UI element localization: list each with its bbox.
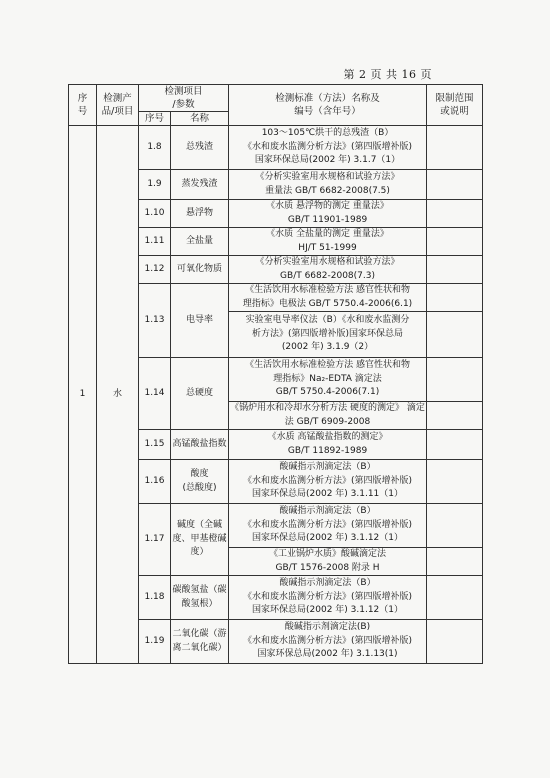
- limit-cell: [427, 430, 483, 460]
- standard-line: GB/T 11892-1989: [287, 445, 368, 456]
- standard-line: 国家环保总局(2002 年) 3.1.12（1）: [252, 533, 404, 544]
- standard-line: 《工业锅炉水质》酸碱滴定法: [269, 549, 387, 559]
- item-name: 蒸发残渣: [171, 170, 229, 200]
- limit-cell: [427, 460, 483, 504]
- item-number: 1.15: [139, 430, 171, 460]
- item-name: 可氧化物质: [171, 256, 229, 284]
- item-number: 1.17: [139, 504, 171, 576]
- header-seq: 序 号: [69, 85, 97, 126]
- limit-cell: [427, 576, 483, 620]
- standard-line: 析方法》(第四版增补版)国家环保总局: [252, 328, 404, 339]
- standard-line: 理指标》Na₂-EDTA 滴定法: [273, 373, 382, 384]
- standard-cell: [229, 200, 427, 228]
- standard-line: 《水质 悬浮物的测定 重量法》: [266, 201, 389, 211]
- standard-line: GB/T 5750.4-2006(7.1): [275, 387, 380, 398]
- limit-cell: [427, 200, 483, 228]
- item-name: 电导率: [171, 284, 229, 358]
- standard-line: 酸碱指示剂滴定法（B）: [279, 578, 376, 589]
- standard-line: 国家环保总局(2002 年) 3.1.12（1）: [252, 605, 404, 616]
- item-name: 二氧化碳（游离二氧化碳）: [171, 620, 229, 664]
- standard-line: 酸碱指示剂滴定法(B): [284, 622, 371, 633]
- standard-line: 《生活饮用水标准检验方法 感官性状和物: [245, 360, 410, 371]
- item-number: 1.12: [139, 256, 171, 284]
- standard-line: 实验室电导率仪法（B）《水和废水监测分: [245, 315, 410, 326]
- standard-line: 《水和废水监测分析方法》(第四版增补版): [243, 141, 413, 152]
- standard-line: 《水质 全盐量的测定 重量法》: [266, 229, 389, 239]
- standard-line: (2002 年) 3.1.9（2）: [281, 342, 374, 353]
- standards-table: [68, 84, 483, 664]
- standard-line: 103～105℃烘干的总残渣（B）: [261, 128, 394, 139]
- standard-line: 酸碱指示剂滴定法（B）: [279, 462, 376, 473]
- standard-cell: [229, 284, 427, 312]
- standard-cell: [229, 126, 427, 170]
- limit-cell: [427, 402, 483, 430]
- standard-line: GB/T 6682-2008(7.3): [280, 270, 375, 281]
- item-number: 1.13: [139, 284, 171, 358]
- item-name: 酸度 (总酸度): [171, 460, 229, 504]
- standard-cell: [229, 504, 427, 548]
- standard-line: 国家环保总局(2002 年) 3.1.13(1): [257, 649, 398, 660]
- standard-line: 《生活饮用水标准检验方法 感官性状和物: [245, 285, 410, 295]
- limit-cell: [427, 228, 483, 256]
- limit-cell: [427, 126, 483, 170]
- limit-cell: [427, 284, 483, 312]
- standard-cell: [229, 358, 427, 402]
- item-number: 1.9: [139, 170, 171, 200]
- header-item-name: 名称: [171, 112, 229, 126]
- standard-line: 《水和废水监测分析方法》(第四版增补版): [243, 475, 413, 486]
- standard-line: 重量法 GB/T 6682-2008(7.5): [265, 185, 390, 196]
- header-standard: 检测标准（方法）名称及 编号（含年号）: [229, 85, 427, 126]
- standard-cell: [229, 430, 427, 460]
- item-name: 碱度（全碱度、甲基橙碱度）: [171, 504, 229, 576]
- standard-cell: [229, 170, 427, 200]
- item-number: 1.10: [139, 200, 171, 228]
- item-number: 1.18: [139, 576, 171, 620]
- limit-cell: [427, 548, 483, 576]
- standard-line: 国家环保总局(2002 年) 3.1.7（1）: [254, 155, 401, 166]
- standard-line: 《锅炉用水和冷却水分析方法 硬度的测定》 滴定法 GB/T 6909-2008: [230, 403, 425, 427]
- standard-cell: [229, 312, 427, 358]
- group-product: 水: [97, 126, 139, 664]
- limit-cell: [427, 504, 483, 548]
- standard-cell: [229, 402, 427, 430]
- standard-line: HJ/T 51-1999: [298, 242, 357, 253]
- standard-cell: [229, 548, 427, 576]
- item-name: 悬浮物: [171, 200, 229, 228]
- standard-line: GB/T 1576-2008 附录 H: [275, 562, 380, 573]
- standard-line: 《水和废水监测分析方法》(第四版增补版): [243, 519, 413, 530]
- standard-line: 酸碱指示剂滴定法（B）: [279, 506, 376, 517]
- item-name: 总残渣: [171, 126, 229, 170]
- standard-cell: [229, 256, 427, 284]
- page-indicator: 第 2 页 共 16 页: [343, 68, 432, 81]
- limit-cell: [427, 170, 483, 200]
- limit-cell: [427, 256, 483, 284]
- header-product: 检测产 品/项目: [97, 85, 139, 126]
- standard-cell: [229, 228, 427, 256]
- standard-line: 《水和废水监测分析方法》(第四版增补版): [243, 635, 413, 646]
- group-seq: 1: [69, 126, 97, 664]
- limit-cell: [427, 312, 483, 358]
- limit-cell: [427, 358, 483, 402]
- limit-cell: [427, 620, 483, 664]
- table-row: [69, 126, 483, 170]
- item-name: 总硬度: [171, 358, 229, 430]
- header-limit: 限制范围 或说明: [427, 85, 483, 126]
- standard-line: 《分析实验室用水规格和试验方法》: [255, 172, 400, 182]
- item-number: 1.16: [139, 460, 171, 504]
- standard-line: 《分析实验室用水规格和试验方法》: [255, 257, 400, 267]
- item-name: 碳酸氢盐（碳酸氢根）: [171, 576, 229, 620]
- standard-cell: [229, 460, 427, 504]
- item-number: 1.8: [139, 126, 171, 170]
- standard-line: 《水质 高锰酸盐指数的测定》: [267, 432, 388, 442]
- item-number: 1.11: [139, 228, 171, 256]
- standard-line: 国家环保总局(2002 年) 3.1.11（1）: [252, 489, 404, 500]
- item-number: 1.19: [139, 620, 171, 664]
- item-name: 高锰酸盐指数: [171, 430, 229, 460]
- header-item: 检测项目 /参数: [139, 85, 229, 112]
- standard-line: 《水和废水监测分析方法》(第四版增补版): [243, 591, 413, 602]
- standard-line: GB/T 11901-1989: [287, 214, 368, 225]
- item-number: 1.14: [139, 358, 171, 430]
- standard-cell: [229, 620, 427, 664]
- item-name: 全盐量: [171, 228, 229, 256]
- standard-line: 理指标》电极法 GB/T 5750.4-2006(6.1): [242, 298, 413, 309]
- header-item-seq: 序号: [139, 112, 171, 126]
- standard-cell: [229, 576, 427, 620]
